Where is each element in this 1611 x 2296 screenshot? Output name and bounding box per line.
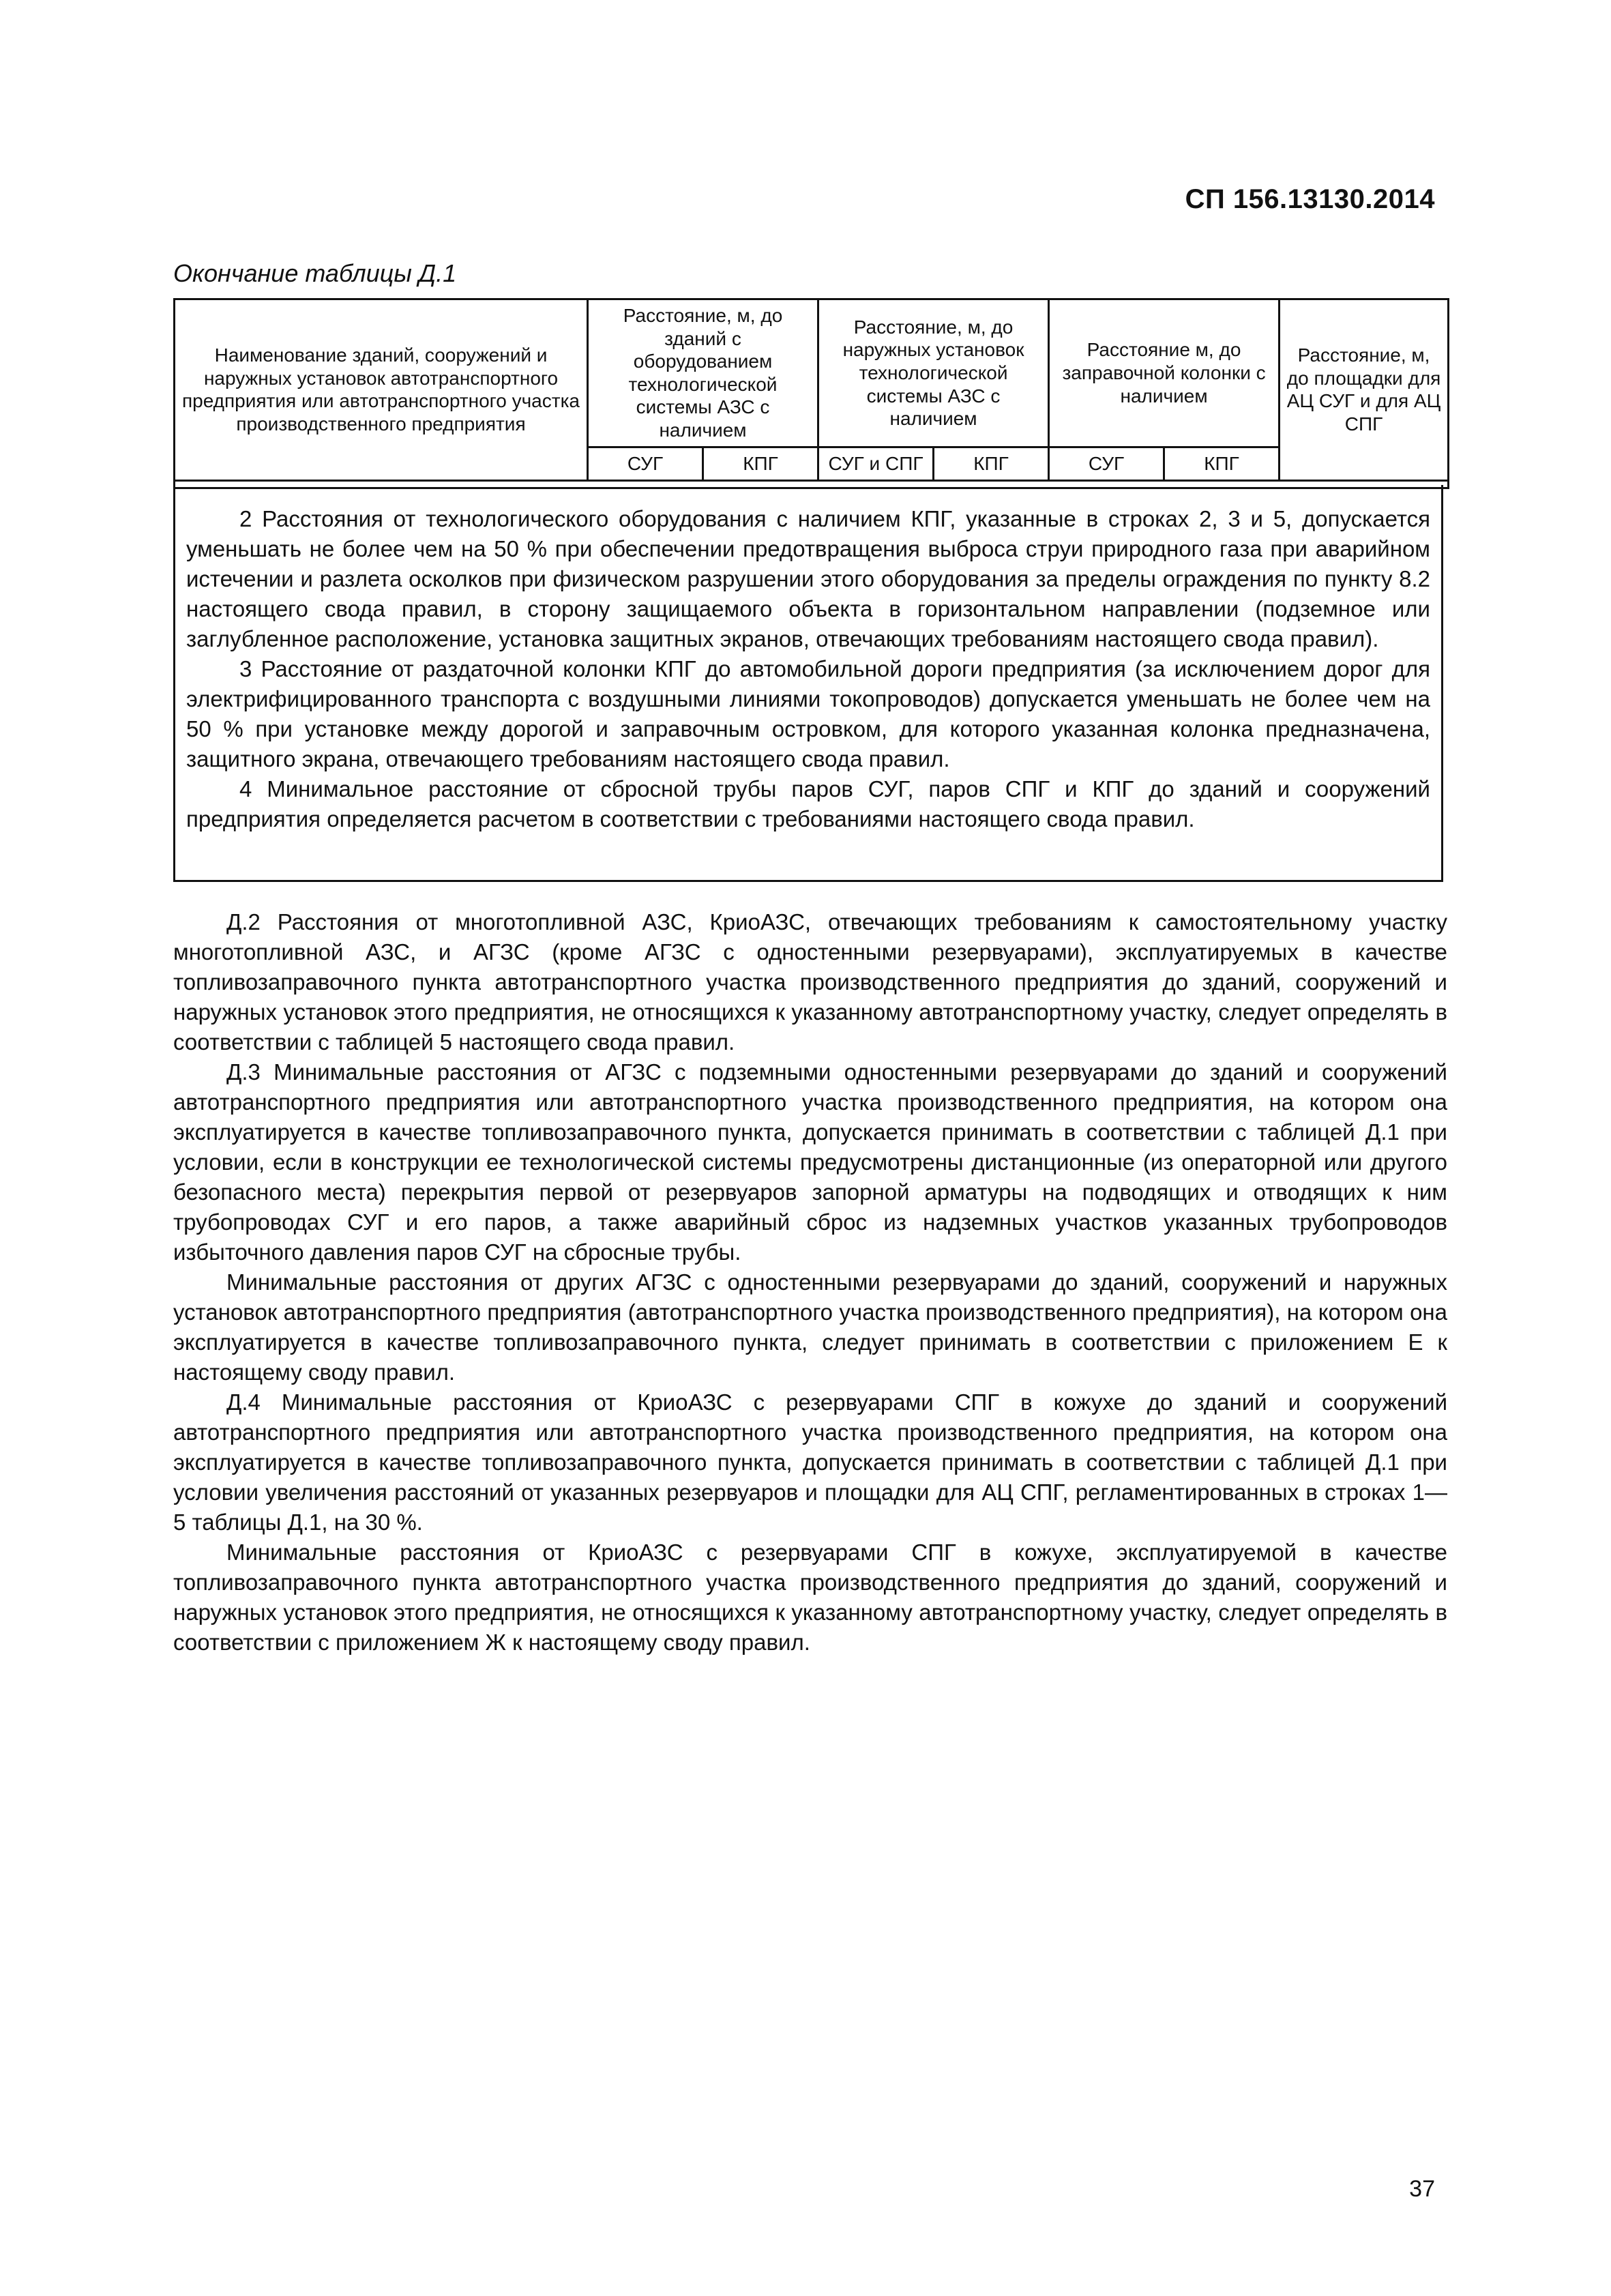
- table-note: 4 Минимальное расстояние от сбросной трубы паров СУГ, паров СПГ и КПГ до зданий и сооружений предприятия определяется расчетом в соответствии с требованиями настоящего свода правил.: [186, 776, 1430, 831]
- subheader-cell: СУГ и СПГ: [818, 447, 934, 480]
- table-note: 2 Расстояния от технологического оборудования с наличием КПГ, указанные в строках 2, 3 и 5, допускается уменьшать не более чем на 50 % при обеспечении предотвращения выброса струи природного газа при аварийном истечении и разлета осколков при физическом разрушении этого оборудования за пределы ограждения по пункту 8.2 настоящего свода правил, в сторону защищаемого объекта в горизонтальном направлении (подземное или заглубленное расположение, установка защитных экранов, отвечающих требованиям настоящего свода правил).: [186, 506, 1430, 651]
- page-number: 37: [1409, 2176, 1435, 2202]
- table-note: 3 Расстояние от раздаточной колонки КПГ до автомобильной дороги предприятия (за исключением дорог для электрифицированного транспорта с воздушными линиями токопроводов) допускается уменьшать не более чем на 50 % при установке между дорогой и заправочным островком, для которого указанная колонка предназначена, защитного экрана, отвечающего требованиям настоящего свода правил.: [186, 656, 1430, 771]
- header-cell-dispenser: Расстояние м, до заправочной колонки с наличием: [1049, 299, 1280, 447]
- subheader-cell: КПГ: [703, 447, 818, 480]
- paragraph: Д.3 Минимальные расстояния от АГЗС с подземными одностенными резервуарами до зданий и сооружений автотранспортного предприятия или автотранспортного участка производственного предприятия, на котором она эксплуатируется в качестве топливозаправочного пункта, допускается принимать в соответствии с таблицей Д.1 при условии, если в конструкции ее технологической системы предусмотрены дистанционные (из операторной или другого безопасного места) перекрытия первой от резервуаров запорной арматуры на подводящих и отводящих к ним трубопроводах СУГ и его паров, а также аварийный сброс из надземных участков указанных трубопроводов избыточного давления паров СУГ на сбросные трубы.: [173, 1059, 1447, 1265]
- document-code: СП 156.13130.2014: [1185, 184, 1435, 214]
- body-text: [173, 907, 1447, 1658]
- header-cell-buildings: Расстояние, м, до зданий с оборудованием технологической системы АЗС с наличием: [588, 299, 818, 447]
- paragraph: Д.4 Минимальные расстояния от КриоАЗС с резервуарами СПГ в кожухе до зданий и сооружений автотранспортного предприятия или автотранспортного участка производственного предприятия, на котором она эксплуатируется в качестве топливозаправочного пункта, допускается принимать в соответствии с таблицей Д.1 при условии увеличения расстояний от указанных резервуаров и площадки для АЦ СПГ, регламентированных в строках 1—5 таблицы Д.1, на 30 %.: [173, 1389, 1447, 1535]
- distance-table-wrapper: [173, 298, 1447, 489]
- table-notes: [173, 485, 1443, 882]
- subheader-cell: СУГ: [1049, 447, 1164, 480]
- subheader-cell: КПГ: [1164, 447, 1280, 480]
- paragraph: Д.2 Расстояния от многотопливной АЗС, КриоАЗС, отвечающих требованиям к самостоятельному участку многотопливной АЗС, и АГЗС (кроме АГЗС с одностенными резервуарами), эксплуатируемых в качестве топливозаправочного пункта автотранспортного участка производственного предприятия до зданий, сооружений и наружных установок этого предприятия, не относящихся к указанному автотранспортному участку, следует определять в соответствии с таблицей 5 настоящего свода правил.: [173, 909, 1447, 1055]
- header-cell-outdoor: Расстояние, м, до наружных установок технологической системы АЗС с наличием: [818, 299, 1049, 447]
- table-header-row: [175, 299, 1449, 447]
- paragraph: Минимальные расстояния от КриоАЗС с резервуарами СПГ в кожухе, эксплуатируемой в качестве топливозаправочного пункта автотранспортного участка производственного предприятия до зданий, сооружений и наружных установок этого предприятия, не относящихся к указанному автотранспортному участку, следует определять в соответствии с приложением Ж к настоящему своду правил.: [173, 1540, 1447, 1655]
- table-caption: Окончание таблицы Д.1: [173, 259, 457, 287]
- paragraph: Минимальные расстояния от других АГЗС с одностенными резервуарами до зданий, сооружений и наружных установок автотранспортного предприятия (автотранспортного участка производственного предприятия), на котором она эксплуатируется в качестве топливозаправочного пункта, следует принимать в соответствии с приложением Е к настоящему своду правил.: [173, 1269, 1447, 1385]
- subheader-cell: СУГ: [588, 447, 703, 480]
- header-cell-name: Наименование зданий, сооружений и наружных установок автотранспортного предприятия или автотранспортного участка производственного предприятия: [175, 299, 588, 481]
- distance-table: [173, 298, 1449, 489]
- header-cell-platform: Расстояние, м, до площадки для АЦ СУГ и для АЦ СПГ: [1280, 299, 1449, 481]
- subheader-cell: КПГ: [934, 447, 1049, 480]
